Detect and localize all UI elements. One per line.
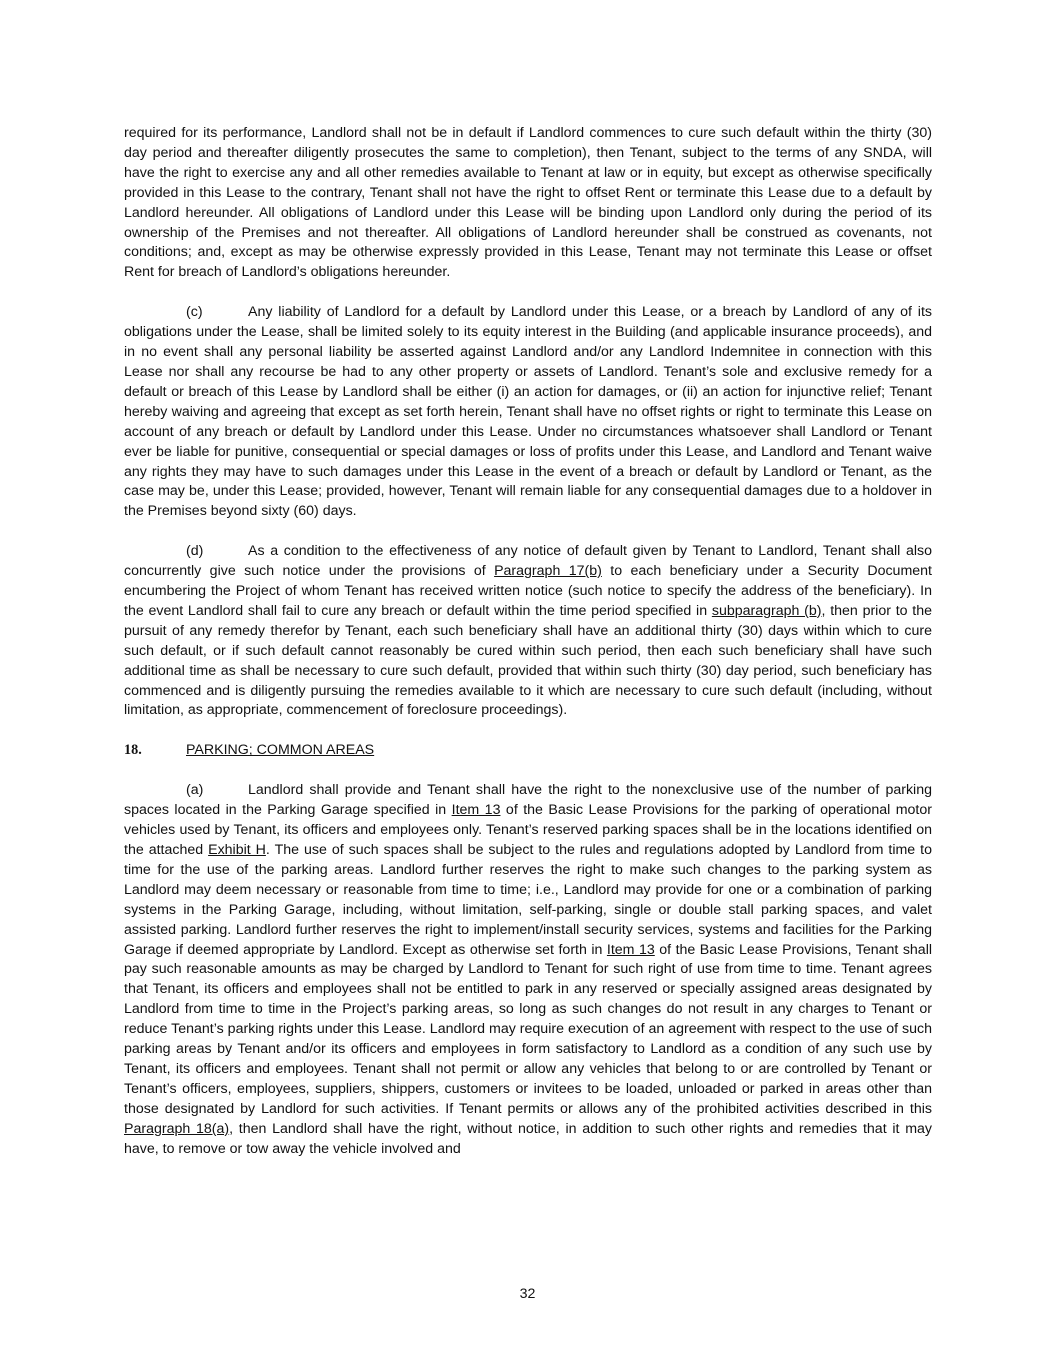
paragraph-gap (124, 761, 932, 781)
cross-reference-link[interactable]: Item 13 (451, 802, 501, 819)
paragraph-text: . The use of such spaces shall be subject to the rules and regulations adopted by Landlord from time to time for the use of the parking areas. Landlord further reserves the right to make such changes to the parking system as Landlord may deem necessary or reasonable from time to time; i.e., Landlord may provide for one or a combination of parking systems in the Parking Garage, including, without limitation, self-parking, single or double stall parking spaces, and valet assisted parking. Landlord further reserves the right to implement/install security services, systems and facilities for the Parking Garage if deemed appropriate by Landlord. Except as otherwise set forth in (124, 842, 932, 958)
paragraph-text: to each beneficiary under a Security Document encumbering the Project of whom Tenant has received written notice (such notice to specify the address of the beneficiary). In the event Landlord shall fail to cure any breach or default within the time period specified in (124, 563, 932, 619)
paragraph-text: , then prior to the pursuit of any remedy therefor by Tenant, each such beneficiary shall have an additional thirty (30) days within which to cure such default, or if such default cannot reasonably be cured within such period, then each such beneficiary shall have such additional time as shall be necessary to cure such default, provided that within such thirty (30) day period, such beneficiary has commenced and is diligently pursuing the remedies available to it which are necessary to cure such default (including, without limitation, as appropriate, commencement of foreclosure proceedings). (124, 602, 932, 719)
paragraph-gap (124, 721, 932, 741)
paragraph-label: (d) (186, 543, 204, 560)
paragraph-17c (124, 303, 932, 522)
paragraph-label: (c) (186, 304, 203, 321)
paragraph-17d (124, 542, 932, 721)
section-title: PARKING; COMMON AREAS (186, 742, 375, 759)
paragraph-18a (124, 781, 932, 1159)
paragraph-continuation: required for its performance, Landlord shall not be in default if Landlord commences to cure such default within the thirty (30) day period and thereafter diligently prosecutes the same to completion), then Tenant, subject to the terms of any SNDA, will have the right to exercise any and all other remedies available to Tenant at law or in equity, but except as otherwise specifically provided in this Lease to the contrary, Tenant shall not have the right to offset Rent or terminate this Lease due to a default by Landlord hereunder. All obligations of Landlord under this Lease will be binding upon Landlord only during the period of its ownership of the Premises and not thereafter. All obligations of Landlord hereunder shall be construed as covenants, not conditions; and, except as may be otherwise expressly provided in this Lease, Tenant may not terminate this Lease or offset Rent for breach of Landlord’s obligations hereunder. (124, 125, 932, 281)
paragraph-text: Any liability of Landlord for a default by Landlord under this Lease, or a breach by Landlord of any of its obligations under the Lease, shall be limited solely to its equity interest in the Building (and applicable insurance proceeds), and in no event shall any personal liability be asserted against Landlord and/or any Landlord Indemnitee in connection with this Lease nor shall any recourse be had to any other property or assets of Landlord. Tenant’s sole and exclusive remedy for a default or breach of this Lease by Landlord shall be either (i) an action for damages, or (ii) an action for injunctive relief; Tenant hereby waiving and agreeing that except as set forth herein, Tenant shall have no offset rights or right to terminate this Lease on account of any breach or default by Landlord under this Lease. Under no circumstances whatsoever shall Landlord or Tenant ever be liable for punitive, consequential or special damages or loss of profits under this Lease, and Landlord and Tenant waive any rights they may have to such damages under this Lease in the event of a breach or default by Landlord or Tenant, as the case may be, under this Lease; provided, however, Tenant will remain liable for any consequential damages due to a holdover in the Premises beyond sixty (60) days. (124, 304, 932, 520)
cross-reference-link[interactable]: Paragraph 18(a) (124, 1120, 230, 1137)
paragraph-gap (124, 522, 932, 542)
section-heading (124, 741, 932, 761)
cross-reference-link[interactable]: Paragraph 17(b) (494, 563, 602, 580)
paragraph-text: of the Basic Lease Provisions for the parking of operational motor vehicles used by Tenant, its officers and employees only. Tenant’s reserved parking spaces shall be in the locations identified on the attached (124, 802, 932, 858)
paragraph-gap (124, 283, 932, 303)
page-number: 32 (519, 1286, 536, 1302)
document-page (124, 124, 932, 1160)
paragraph-label: (a) (186, 782, 204, 799)
paragraph-text: As a condition to the effectiveness of any notice of default given by Tenant to Landlord, Tenant shall also concurrently give such notice under the provisions of (124, 543, 932, 580)
paragraph-text: Landlord shall provide and Tenant shall have the right to the nonexclusive use of the number of parking spaces located in the Parking Garage specified in (124, 782, 932, 819)
cross-reference-link[interactable]: Item 13 (606, 941, 655, 958)
paragraph-text: of the Basic Lease Provisions, Tenant shall pay such reasonable amounts as may be charged by Landlord to Tenant for such right of use from time to time. Tenant agrees that Tenant, its officers and employees shall not be entitled to park in any reserved or specially assigned areas designated by Landlord from time to time in the Project’s parking areas, so long as such changes do not result in any charges to Tenant or reduce Tenant’s parking rights under this Lease. Landlord may require execution of an agreement with respect to the use of such parking areas by Tenant and/or its officers and employees in form satisfactory to Landlord as a condition of any such use by Tenant, its officers and employees. Tenant shall not permit or allow any vehicles that belong to or are controlled by Tenant or Tenant’s officers, employees, suppliers, shippers, customers or invitees to be loaded, unloaded or parked in areas other than those designated by Landlord for such activities. If Tenant permits or allows any of the prohibited activities described in this (124, 941, 933, 1117)
cross-reference-link[interactable]: subparagraph (b) (711, 602, 822, 619)
paragraph-text: , then Landlord shall have the right, without notice, in addition to such other rights and remedies that it may have, to remove or tow away the vehicle involved and (124, 1120, 933, 1157)
cross-reference-link[interactable]: Exhibit H (208, 842, 266, 858)
section-number: 18. (124, 742, 142, 759)
